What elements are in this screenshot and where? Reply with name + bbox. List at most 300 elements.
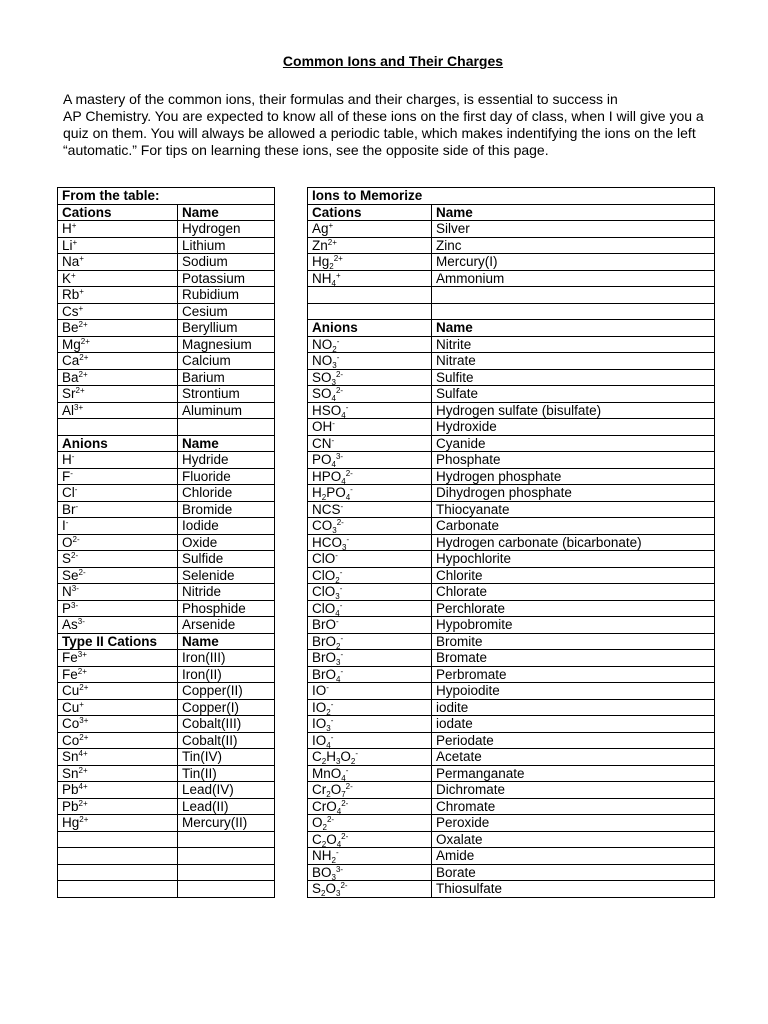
ion-name: Hypochlorite bbox=[432, 551, 715, 568]
table-header-row bbox=[308, 320, 715, 337]
ion-name: Copper(II) bbox=[178, 683, 275, 700]
table-title-row bbox=[58, 188, 275, 205]
ion-charge: 3+ bbox=[77, 650, 87, 660]
table-row bbox=[58, 650, 275, 667]
ion-symbol: Br bbox=[62, 501, 76, 517]
ion-symbol: Li bbox=[62, 237, 73, 253]
ion-formula bbox=[308, 551, 432, 568]
ion-symbol: Pb bbox=[62, 782, 79, 798]
table-row bbox=[308, 881, 715, 898]
ion-symbol: Type II Cations bbox=[62, 633, 158, 649]
ion-name: Dichromate bbox=[432, 782, 715, 799]
ion-formula bbox=[58, 831, 178, 848]
ion-subscript: 3 bbox=[326, 724, 331, 732]
table-empty-row bbox=[58, 881, 275, 898]
ion-charge: 3- bbox=[77, 617, 85, 627]
ion-charge: 2- bbox=[326, 815, 335, 825]
ions-to-memorize-table bbox=[307, 187, 715, 898]
ion-charge: - bbox=[339, 600, 343, 610]
ion-formula bbox=[58, 617, 178, 634]
ion-name: Selenide bbox=[178, 567, 275, 584]
column-header-formula bbox=[58, 204, 178, 221]
ion-symbol: ClO bbox=[312, 551, 336, 567]
ion-formula bbox=[58, 798, 178, 815]
ion-symbol: Ba bbox=[62, 369, 79, 385]
ion-charge: - bbox=[345, 402, 349, 412]
table-header-row bbox=[308, 204, 715, 221]
ion-formula bbox=[308, 815, 432, 832]
ion-formula bbox=[308, 254, 432, 271]
ion-name: Tin(II) bbox=[178, 765, 275, 782]
ion-formula bbox=[58, 369, 178, 386]
ion-symbol: PO bbox=[312, 452, 332, 468]
ion-charge: - bbox=[339, 567, 343, 577]
ion-symbol: PO bbox=[326, 485, 346, 501]
ion-formula bbox=[58, 732, 178, 749]
ion-name: Bromate bbox=[432, 650, 715, 667]
ion-formula bbox=[308, 270, 432, 287]
ion-formula bbox=[58, 683, 178, 700]
ion-subscript: 2 bbox=[321, 889, 326, 897]
ion-subscript: 4 bbox=[336, 839, 342, 848]
ion-name: Iron(II) bbox=[178, 666, 275, 683]
ion-formula bbox=[58, 485, 178, 502]
ion-subscript: 3 bbox=[332, 361, 337, 369]
ion-symbol: Sn bbox=[62, 749, 79, 765]
ion-charge: 2+ bbox=[77, 666, 87, 676]
right-table-body bbox=[308, 188, 715, 898]
table-row bbox=[58, 666, 275, 683]
ion-subscript: 4 bbox=[326, 740, 331, 749]
ion-symbol: Sn bbox=[62, 765, 79, 781]
ion-name: Bromite bbox=[432, 633, 715, 650]
ion-formula bbox=[58, 237, 178, 254]
table-empty-row bbox=[58, 864, 275, 881]
ion-formula bbox=[308, 864, 432, 881]
ion-charge: - bbox=[330, 716, 334, 726]
ion-subscript: 3 bbox=[335, 889, 341, 897]
ion-name: Perbromate bbox=[432, 666, 715, 683]
ion-symbol: BrO bbox=[312, 650, 337, 666]
ion-symbol: BO bbox=[312, 864, 332, 880]
ion-symbol: C bbox=[312, 749, 322, 765]
ion-formula bbox=[58, 815, 178, 832]
table-row bbox=[58, 336, 275, 353]
ion-name bbox=[178, 864, 275, 881]
ion-charge: 2- bbox=[72, 534, 80, 544]
ion-formula bbox=[308, 303, 432, 320]
table-row bbox=[58, 485, 275, 502]
ion-charge: 2- bbox=[345, 782, 353, 792]
ion-formula bbox=[308, 749, 432, 766]
ion-symbol: Cr bbox=[312, 782, 327, 798]
ion-charge: + bbox=[71, 270, 76, 280]
ion-symbol: Cations bbox=[312, 204, 362, 220]
ion-formula bbox=[308, 287, 432, 304]
ion-name: Borate bbox=[432, 864, 715, 881]
ion-name: Chloride bbox=[178, 485, 275, 502]
ion-name: Cobalt(II) bbox=[178, 732, 275, 749]
left-table-title: From the table: bbox=[58, 188, 275, 205]
ion-name: Phosphide bbox=[178, 600, 275, 617]
table-row bbox=[308, 254, 715, 271]
table-row bbox=[308, 435, 715, 452]
ion-name: Nitrate bbox=[432, 353, 715, 370]
table-row bbox=[308, 666, 715, 683]
ion-name: Carbonate bbox=[432, 518, 715, 535]
ion-subscript: 4 bbox=[331, 278, 336, 287]
ion-symbol: Rb bbox=[62, 287, 80, 303]
column-header-formula bbox=[58, 435, 178, 452]
ion-charge: 2+ bbox=[79, 683, 89, 693]
ion-symbol: Se bbox=[62, 567, 79, 583]
ion-symbol: H bbox=[326, 749, 336, 765]
table-row bbox=[58, 782, 275, 799]
ion-name: Magnesium bbox=[178, 336, 275, 353]
ion-symbol: ClO bbox=[312, 600, 336, 616]
ion-charge: - bbox=[345, 765, 349, 775]
ion-symbol: NO bbox=[312, 353, 333, 369]
ion-charge: + bbox=[79, 287, 84, 297]
ion-symbol: S bbox=[312, 881, 322, 897]
table-row bbox=[58, 303, 275, 320]
ion-charge: + bbox=[78, 303, 84, 313]
ion-subscript: 3 bbox=[331, 872, 336, 881]
ion-formula bbox=[58, 567, 178, 584]
ion-symbol: Cl bbox=[62, 485, 75, 501]
ion-subscript: 2 bbox=[331, 856, 336, 864]
ion-name bbox=[178, 881, 275, 898]
ion-formula bbox=[308, 798, 432, 815]
ion-charge: 2+ bbox=[78, 369, 88, 379]
table-empty-row bbox=[308, 287, 715, 304]
ion-symbol: SO bbox=[312, 386, 332, 402]
table-row bbox=[58, 600, 275, 617]
table-row bbox=[308, 584, 715, 601]
ion-charge: 2+ bbox=[327, 237, 337, 247]
table-row bbox=[58, 815, 275, 832]
ion-formula bbox=[58, 518, 178, 535]
ion-name: Oxalate bbox=[432, 831, 715, 848]
ion-name: Mercury(I) bbox=[432, 254, 715, 271]
ion-formula bbox=[308, 567, 432, 584]
ion-subscript: 2 bbox=[326, 707, 331, 716]
ion-charge: 3- bbox=[335, 864, 344, 874]
intro-line: AP Chemistry. You are expected to know all of these ions on the first day of class, when I will give you a bbox=[63, 108, 704, 124]
ion-symbol: HCO bbox=[312, 534, 342, 550]
table-row bbox=[308, 468, 715, 485]
ion-charge: 4+ bbox=[78, 782, 88, 792]
table-row bbox=[58, 386, 275, 403]
table-row bbox=[58, 501, 275, 518]
ion-subscript: 2 bbox=[321, 493, 327, 501]
table-row bbox=[58, 765, 275, 782]
ion-name bbox=[178, 419, 275, 436]
ion-formula bbox=[308, 782, 432, 799]
table-row bbox=[58, 567, 275, 584]
ion-name: Cobalt(III) bbox=[178, 716, 275, 733]
ion-subscript: 2 bbox=[350, 757, 356, 765]
table-empty-row bbox=[58, 419, 275, 436]
ion-symbol: NH bbox=[312, 270, 332, 286]
ion-name: Strontium bbox=[178, 386, 275, 403]
ion-symbol: SO bbox=[312, 369, 332, 385]
ion-subscript: 7 bbox=[341, 790, 346, 798]
ion-symbol: IO bbox=[312, 716, 327, 732]
column-header-formula bbox=[58, 633, 178, 650]
table-row bbox=[58, 468, 275, 485]
ion-name: Hydrogen bbox=[178, 221, 275, 238]
ion-charge: 2+ bbox=[78, 320, 88, 330]
ion-name bbox=[178, 848, 275, 865]
ion-symbol: O bbox=[62, 534, 73, 550]
ion-name: Beryllium bbox=[178, 320, 275, 337]
table-row bbox=[308, 617, 715, 634]
ion-formula bbox=[58, 320, 178, 337]
ion-symbol: N bbox=[62, 584, 72, 600]
ion-name: Tin(IV) bbox=[178, 749, 275, 766]
ion-charge: - bbox=[336, 336, 340, 346]
ion-charge: - bbox=[330, 732, 334, 742]
table-title-row bbox=[308, 188, 715, 205]
ion-formula bbox=[308, 386, 432, 403]
table-row bbox=[308, 848, 715, 865]
ion-symbol: As bbox=[62, 617, 78, 633]
ion-subscript: 4 bbox=[336, 806, 342, 815]
ion-formula bbox=[308, 584, 432, 601]
table-row bbox=[308, 864, 715, 881]
ion-charge: - bbox=[336, 353, 340, 363]
ion-symbol: S bbox=[62, 551, 72, 567]
ion-symbol: Ag bbox=[312, 221, 329, 237]
ion-name: Chromate bbox=[432, 798, 715, 815]
ion-charge: 2- bbox=[336, 518, 344, 528]
table-row bbox=[308, 650, 715, 667]
ion-symbol: Hg bbox=[62, 815, 80, 831]
ion-name: Amide bbox=[432, 848, 715, 865]
ion-symbol: O bbox=[312, 815, 323, 831]
ion-charge: - bbox=[326, 683, 329, 693]
table-header-row bbox=[58, 204, 275, 221]
table-row bbox=[308, 732, 715, 749]
ion-name: Lithium bbox=[178, 237, 275, 254]
ion-charge: + bbox=[79, 254, 84, 264]
ion-formula bbox=[308, 501, 432, 518]
ion-name: Chlorate bbox=[432, 584, 715, 601]
table-row bbox=[58, 287, 275, 304]
ion-charge: - bbox=[340, 650, 344, 660]
ion-charge: - bbox=[350, 485, 353, 495]
table-row bbox=[308, 749, 715, 766]
ion-formula bbox=[58, 221, 178, 238]
ion-symbol: O bbox=[330, 782, 342, 798]
ion-name: Hypoiodite bbox=[432, 683, 715, 700]
ion-charge: 3- bbox=[71, 600, 79, 610]
ion-name: Bromide bbox=[178, 501, 275, 518]
ion-name: Thiosulfate bbox=[432, 881, 715, 898]
column-header-name: Name bbox=[432, 204, 715, 221]
ion-name: Sulfite bbox=[432, 369, 715, 386]
ion-name: Hydride bbox=[178, 452, 275, 469]
ion-subscript: 2 bbox=[322, 823, 327, 831]
ion-name: Fluoride bbox=[178, 468, 275, 485]
ion-symbol: HPO bbox=[312, 468, 342, 484]
ion-symbol: BrO bbox=[312, 666, 337, 682]
ion-subscript: 2 bbox=[321, 757, 327, 765]
ion-formula bbox=[58, 303, 178, 320]
ion-symbol: Anions bbox=[312, 320, 358, 336]
table-row bbox=[308, 699, 715, 716]
ion-name: Nitrite bbox=[432, 336, 715, 353]
ion-formula bbox=[58, 584, 178, 601]
ion-formula bbox=[308, 485, 432, 502]
ion-name: Calcium bbox=[178, 353, 275, 370]
table-row bbox=[58, 617, 275, 634]
table-row bbox=[58, 320, 275, 337]
ion-charge: - bbox=[340, 501, 344, 511]
table-row bbox=[58, 237, 275, 254]
ion-subscript: 4 bbox=[331, 460, 336, 468]
ion-charge: 2+ bbox=[75, 386, 85, 396]
table-empty-row bbox=[308, 303, 715, 320]
ion-subscript: 4 bbox=[345, 493, 351, 501]
ion-symbol: IO bbox=[312, 683, 327, 699]
ion-formula bbox=[308, 633, 432, 650]
ion-subscript: 3 bbox=[331, 377, 336, 386]
ion-subscript: 2 bbox=[332, 344, 337, 353]
ion-name: Oxide bbox=[178, 534, 275, 551]
ion-subscript: 4 bbox=[335, 608, 340, 617]
ion-symbol: IO bbox=[312, 732, 327, 748]
ion-name: Peroxide bbox=[432, 815, 715, 832]
ion-formula bbox=[58, 386, 178, 403]
ion-symbol: Zn bbox=[312, 237, 328, 253]
column-header-name: Name bbox=[178, 204, 275, 221]
right-table-title: Ions to Memorize bbox=[308, 188, 715, 205]
table-row bbox=[308, 782, 715, 799]
ion-name: Cyanide bbox=[432, 435, 715, 452]
ion-formula bbox=[308, 716, 432, 733]
ion-charge: - bbox=[71, 452, 75, 462]
ion-formula bbox=[308, 683, 432, 700]
ion-formula bbox=[58, 534, 178, 551]
ion-formula bbox=[308, 402, 432, 419]
ion-symbol: ClO bbox=[312, 567, 336, 583]
ion-symbol: Cu bbox=[62, 683, 80, 699]
ion-symbol: F bbox=[62, 468, 71, 484]
ion-subscript: 4 bbox=[336, 674, 341, 683]
ion-name: Barium bbox=[178, 369, 275, 386]
table-row bbox=[58, 732, 275, 749]
ion-charge: 2- bbox=[340, 881, 348, 891]
ion-symbol: Ca bbox=[62, 353, 80, 369]
ion-formula bbox=[58, 254, 178, 271]
ion-symbol: CO bbox=[312, 518, 333, 534]
ion-charge: - bbox=[65, 518, 69, 528]
ion-subscript: 4 bbox=[331, 394, 336, 402]
ion-charge: + bbox=[79, 699, 84, 709]
ion-charge: - bbox=[355, 749, 359, 759]
ion-formula bbox=[308, 435, 432, 452]
ion-formula bbox=[58, 468, 178, 485]
ion-charge: 2+ bbox=[78, 798, 88, 808]
ion-name: Hydroxide bbox=[432, 419, 715, 436]
table-row bbox=[308, 270, 715, 287]
ion-charge: 2+ bbox=[80, 336, 90, 346]
ion-name: Silver bbox=[432, 221, 715, 238]
table-row bbox=[58, 221, 275, 238]
ion-charge: 2- bbox=[71, 551, 79, 561]
ion-name: Cesium bbox=[178, 303, 275, 320]
ion-formula bbox=[308, 369, 432, 386]
ion-symbol: H bbox=[312, 485, 322, 501]
ion-charge: 2- bbox=[78, 567, 86, 577]
ion-symbol: Cations bbox=[62, 204, 112, 220]
ion-formula bbox=[58, 716, 178, 733]
ion-subscript: 3 bbox=[332, 526, 337, 534]
ion-subscript: 2 bbox=[336, 641, 341, 650]
left-table-body bbox=[58, 188, 275, 898]
ion-charge: 2- bbox=[335, 369, 344, 379]
ion-charge: 4+ bbox=[78, 749, 88, 759]
ion-charge: 2- bbox=[345, 468, 353, 478]
ion-formula bbox=[308, 468, 432, 485]
table-header-row bbox=[58, 435, 275, 452]
ion-charge: - bbox=[330, 699, 334, 709]
ion-symbol: C bbox=[312, 831, 322, 847]
ion-charge: 2+ bbox=[79, 815, 89, 825]
ion-formula bbox=[308, 650, 432, 667]
ion-name: Aluminum bbox=[178, 402, 275, 419]
ion-name: Arsenide bbox=[178, 617, 275, 634]
ion-symbol: OH bbox=[312, 419, 333, 435]
table-row bbox=[58, 798, 275, 815]
ion-symbol: MnO bbox=[312, 765, 342, 781]
table-row bbox=[58, 683, 275, 700]
table-row bbox=[308, 716, 715, 733]
ion-formula bbox=[58, 749, 178, 766]
table-row bbox=[58, 353, 275, 370]
column-header-name: Name bbox=[178, 435, 275, 452]
ion-formula bbox=[308, 881, 432, 898]
ion-subscript: 3 bbox=[342, 542, 347, 551]
ion-charge: 3- bbox=[335, 452, 344, 462]
table-row bbox=[58, 270, 275, 287]
ion-symbol: I bbox=[62, 518, 66, 534]
page-title: Common Ions and Their Charges bbox=[282, 53, 504, 69]
ion-name: iodite bbox=[432, 699, 715, 716]
ion-subscript: 2 bbox=[329, 262, 334, 270]
ion-charge: 2- bbox=[341, 831, 349, 841]
ion-subscript: 2 bbox=[326, 790, 331, 798]
ion-symbol: Fe bbox=[62, 650, 78, 666]
ion-symbol: Co bbox=[62, 716, 80, 732]
ion-subscript: 3 bbox=[336, 658, 341, 666]
ion-symbol: HSO bbox=[312, 402, 342, 418]
ion-formula bbox=[308, 452, 432, 469]
ion-name: Permanganate bbox=[432, 765, 715, 782]
ion-symbol: CrO bbox=[312, 798, 337, 814]
ion-formula bbox=[58, 782, 178, 799]
ion-symbol: BrO bbox=[312, 617, 337, 633]
ion-name: Dihydrogen phosphate bbox=[432, 485, 715, 502]
ion-symbol: K bbox=[62, 270, 72, 286]
table-row bbox=[58, 584, 275, 601]
ion-charge: + bbox=[328, 221, 334, 231]
ion-formula bbox=[58, 650, 178, 667]
table-row bbox=[308, 551, 715, 568]
ion-charge: 3- bbox=[71, 584, 79, 594]
